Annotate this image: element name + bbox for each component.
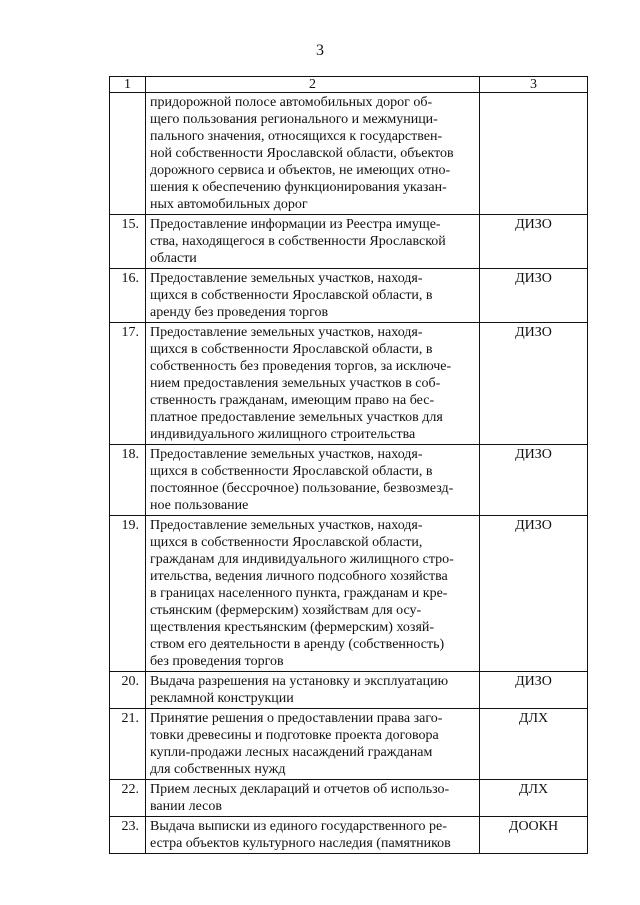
responsible-department: ДООКН bbox=[480, 817, 588, 854]
table-row bbox=[110, 93, 588, 215]
description-line: щего пользования регионального и межмуници- bbox=[150, 112, 438, 127]
description-line: платное предоставление земельных участков для bbox=[150, 410, 443, 425]
description-line: Предоставление земельных участков, находя- bbox=[150, 447, 423, 462]
description-line: шения к обеспечению функционирования указан- bbox=[150, 180, 447, 195]
responsible-department: ДИЗО bbox=[480, 215, 588, 269]
description-line: щихся в собственности Ярославской области, bbox=[150, 535, 423, 550]
row-number: 16. bbox=[110, 269, 146, 323]
column-header-number: 1 bbox=[110, 77, 146, 93]
description-line: придорожной полосе автомобильных дорог об- bbox=[150, 95, 433, 110]
description-line: ное пользование bbox=[150, 498, 249, 513]
service-description bbox=[146, 269, 480, 323]
service-description bbox=[146, 93, 480, 215]
description-line: Выдача разрешения на установку и эксплуатацию bbox=[150, 674, 449, 689]
description-line: собственность без проведения торгов, за исключе- bbox=[150, 359, 452, 374]
service-description bbox=[146, 817, 480, 854]
table-row bbox=[110, 780, 588, 817]
description-line: нием предоставления земельных участков в соб- bbox=[150, 376, 441, 391]
table-row bbox=[110, 323, 588, 445]
description-line: ществления крестьянским (фермерским) хозяй- bbox=[150, 620, 435, 635]
responsible-department: ДИЗО bbox=[480, 269, 588, 323]
table-row bbox=[110, 269, 588, 323]
column-header-department: 3 bbox=[480, 77, 588, 93]
row-number: 15. bbox=[110, 215, 146, 269]
table-row bbox=[110, 445, 588, 516]
row-number: 17. bbox=[110, 323, 146, 445]
row-number: 18. bbox=[110, 445, 146, 516]
description-line: товки древесины и подготовке проекта договора bbox=[150, 728, 439, 743]
description-line: Выдача выписки из единого государственного ре- bbox=[150, 819, 447, 834]
services-table bbox=[109, 76, 588, 854]
description-line: Предоставление информации из Реестра имуще- bbox=[150, 217, 441, 232]
description-line: ительства, ведения личного подсобного хозяйства bbox=[150, 569, 448, 584]
description-line: гражданам для индивидуального жилищного стро- bbox=[150, 552, 454, 567]
description-line: Предоставление земельных участков, находя- bbox=[150, 271, 423, 286]
description-line: ной собственности Ярославской области, объектов bbox=[150, 146, 454, 161]
table-row bbox=[110, 672, 588, 709]
description-line: щихся в собственности Ярославской области, в bbox=[150, 464, 433, 479]
description-line: вании лесов bbox=[150, 799, 222, 814]
description-line: естра объектов культурного наследия (памятников bbox=[150, 836, 451, 851]
responsible-department: ДЛХ bbox=[480, 709, 588, 780]
service-description bbox=[146, 516, 480, 672]
responsible-department: ДИЗО bbox=[480, 516, 588, 672]
row-number: 22. bbox=[110, 780, 146, 817]
service-description bbox=[146, 672, 480, 709]
description-line: стьянским (фермерским) хозяйствам для осу- bbox=[150, 603, 422, 618]
service-description bbox=[146, 215, 480, 269]
description-line: рекламной конструкции bbox=[150, 691, 294, 706]
description-line: купли-продажи лесных насаждений гражданам bbox=[150, 745, 433, 760]
description-line: Прием лесных деклараций и отчетов об использо- bbox=[150, 782, 450, 797]
table-row bbox=[110, 516, 588, 672]
table-row bbox=[110, 817, 588, 854]
description-line: пального значения, относящихся к государствен- bbox=[150, 129, 443, 144]
description-line: дорожного сервиса и объектов, не имеющих отно- bbox=[150, 163, 451, 178]
description-line: щихся в собственности Ярославской области, в bbox=[150, 288, 433, 303]
responsible-department bbox=[480, 93, 588, 215]
column-header-description: 2 bbox=[146, 77, 480, 93]
service-description bbox=[146, 323, 480, 445]
row-number: 19. bbox=[110, 516, 146, 672]
service-description bbox=[146, 709, 480, 780]
table-header-row bbox=[110, 77, 588, 93]
table-row bbox=[110, 709, 588, 780]
table-body bbox=[110, 77, 588, 854]
responsible-department: ДИЗО bbox=[480, 445, 588, 516]
description-line: ственность гражданам, имеющим право на бес- bbox=[150, 393, 435, 408]
description-line: щихся в собственности Ярославской области, в bbox=[150, 342, 433, 357]
row-number: 21. bbox=[110, 709, 146, 780]
description-line: области bbox=[150, 251, 197, 266]
description-line: постоянное (бессрочное) пользование, безвозмезд- bbox=[150, 481, 454, 496]
service-description bbox=[146, 780, 480, 817]
responsible-department: ДЛХ bbox=[480, 780, 588, 817]
description-line: индивидуального жилищного строительства bbox=[150, 427, 416, 442]
table-row bbox=[110, 215, 588, 269]
description-line: ных автомобильных дорог bbox=[150, 197, 308, 212]
page-number: 3 bbox=[316, 42, 324, 59]
description-line: Предоставление земельных участков, находя- bbox=[150, 325, 423, 340]
description-line: ством его деятельности в аренду (собственность) bbox=[150, 637, 445, 652]
responsible-department: ДИЗО bbox=[480, 672, 588, 709]
description-line: Предоставление земельных участков, находя- bbox=[150, 518, 423, 533]
description-line: Принятие решения о предоставлении права заго- bbox=[150, 711, 443, 726]
responsible-department: ДИЗО bbox=[480, 323, 588, 445]
description-line: для собственных нужд bbox=[150, 762, 286, 777]
service-description bbox=[146, 445, 480, 516]
description-line: ства, находящегося в собственности Ярославской bbox=[150, 234, 446, 249]
row-number: 23. bbox=[110, 817, 146, 854]
description-line: аренду без проведения торгов bbox=[150, 305, 329, 320]
row-number: 20. bbox=[110, 672, 146, 709]
row-number bbox=[110, 93, 146, 215]
description-line: без проведения торгов bbox=[150, 654, 284, 669]
description-line: в границах населенного пункта, гражданам и кре- bbox=[150, 586, 448, 601]
